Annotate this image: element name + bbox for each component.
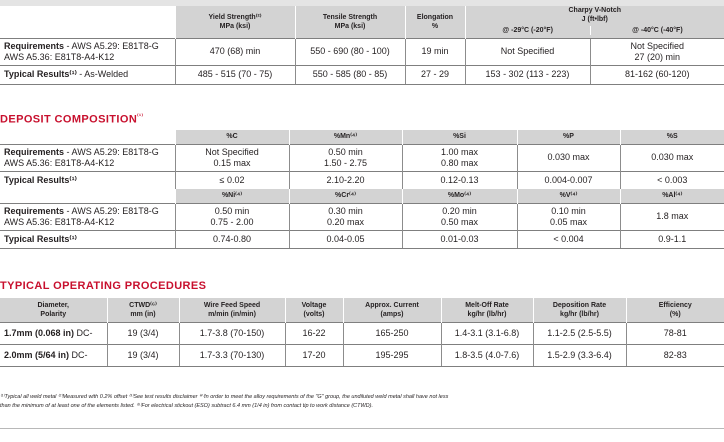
req-si-value: 1.00 max 0.80 max — [402, 144, 517, 171]
operating-procedures-title: TYPICAL OPERATING PROCEDURES — [0, 280, 207, 292]
typ-mo-value: 0.01-0.03 — [402, 230, 517, 248]
melt-off-header: Melt-Off Rate kg/hr (lb/hr) — [441, 298, 533, 322]
typ-yield-value: 485 - 515 (70 - 75) — [175, 65, 295, 84]
req-v-value: 0.10 min 0.05 max — [517, 203, 620, 230]
req-charpy-29-value: Not Specified — [465, 38, 590, 65]
deposit-requirements-row-2 — [0, 203, 724, 230]
deposition-cell: 1.5-2.9 (3.3-6.4) — [533, 344, 626, 366]
deposit-header-row-2 — [0, 189, 724, 203]
ctwd-cell: 19 (3/4) — [107, 322, 179, 344]
req-mo-value: 0.20 min 0.50 max — [402, 203, 517, 230]
current-cell: 165-250 — [343, 322, 441, 344]
wire-feed-cell: 1.7-3.3 (70-130) — [179, 344, 285, 366]
typ-v-value: < 0.004 — [517, 230, 620, 248]
mechanical-header-row — [0, 6, 724, 38]
operating-row-1 — [0, 322, 724, 344]
deposit-typical-row-2 — [0, 230, 724, 248]
typ-charpy-29-value: 153 - 302 (113 - 223) — [465, 65, 590, 84]
req-mn-value: 0.50 min 1.50 - 2.75 — [289, 144, 402, 171]
mechanical-requirements-row — [0, 38, 724, 65]
diameter-cell: 2.0mm (5/64 in) DC- — [0, 344, 107, 366]
c-header: %C — [175, 130, 289, 144]
mechanical-properties-table — [0, 6, 724, 85]
cr-header: %Cr⁽⁴⁾ — [289, 189, 402, 203]
mo-header: %Mo⁽⁴⁾ — [402, 189, 517, 203]
efficiency-header: Efficiency (%) — [626, 298, 724, 322]
typ-cr-value: 0.04-0.05 — [289, 230, 402, 248]
diameter-cell: 1.7mm (0.068 in) DC- — [0, 322, 107, 344]
empty-header-cell — [0, 130, 175, 144]
typ-s-value: < 0.003 — [620, 171, 724, 189]
req-elongation-value: 19 min — [405, 38, 465, 65]
requirements-label: Requirements - AWS A5.29: E81T8-G AWS A5.36: E81T8-A4-K12 — [0, 144, 175, 171]
charpy-minus40-header: @ -40°C (-40°F) — [590, 26, 724, 35]
voltage-header: Voltage (volts) — [285, 298, 343, 322]
requirements-label: Requirements - AWS A5.29: E81T8-G AWS A5.36: E81T8-A4-K12 — [0, 203, 175, 230]
typical-results-label: Typical Results⁽¹⁾ — [0, 171, 175, 189]
deposit-requirements-row-1 — [0, 144, 724, 171]
melt-off-cell: 1.8-3.5 (4.0-7.6) — [441, 344, 533, 366]
req-al-value: 1.8 max — [620, 203, 724, 230]
deposit-composition-table — [0, 130, 724, 249]
voltage-cell: 17-20 — [285, 344, 343, 366]
typical-results-label: Typical Results⁽¹⁾ - As-Welded — [0, 65, 175, 84]
ni-header: %Ni⁽⁴⁾ — [175, 189, 289, 203]
typ-si-value: 0.12-0.13 — [402, 171, 517, 189]
typ-tensile-value: 550 - 585 (80 - 85) — [295, 65, 405, 84]
current-header: Approx. Current (amps) — [343, 298, 441, 322]
s-header: %S — [620, 130, 724, 144]
diameter-header: Diameter, Polarity — [0, 298, 107, 322]
req-c-value: Not Specified 0.15 max — [175, 144, 289, 171]
footnotes — [0, 393, 724, 411]
ctwd-cell: 19 (3/4) — [107, 344, 179, 366]
al-header: %Al⁽⁴⁾ — [620, 189, 724, 203]
deposition-header: Deposition Rate kg/hr (lb/hr) — [533, 298, 626, 322]
efficiency-cell: 78-81 — [626, 322, 724, 344]
efficiency-cell: 82-83 — [626, 344, 724, 366]
req-cr-value: 0.30 min 0.20 max — [289, 203, 402, 230]
typ-ni-value: 0.74-0.80 — [175, 230, 289, 248]
elongation-header: Elongation % — [405, 6, 465, 38]
deposit-header-row-1 — [0, 130, 724, 144]
typ-c-value: ≤ 0.02 — [175, 171, 289, 189]
footnote-line-1: ⁽¹⁾Typical all weld metal ⁽²⁾Measured with 0.2% offset ⁽³⁾See test results disclaimer ⁽⁴⁾In order to meet the alloy requirements of the "G" group, the undiluted weld metal shall have not less — [0, 394, 449, 400]
deposit-typical-row-1 — [0, 171, 724, 189]
mechanical-typical-row — [0, 65, 724, 84]
tensile-strength-header: Tensile Strength MPa (ksi) — [295, 6, 405, 38]
current-cell: 195-295 — [343, 344, 441, 366]
footnote-line-2: than the minimum of at least one of the elements listed. ⁽⁶⁾For electrical stickout (ESO) subtract 6.4 mm (1/4 in) from contact tip to work distance (CTWD). — [0, 403, 374, 409]
req-charpy-40-value: Not Specified 27 (20) min — [590, 38, 724, 65]
ctwd-header: CTWD⁽⁶⁾ mm (in) — [107, 298, 179, 322]
bottom-divider — [0, 428, 724, 429]
typ-elongation-value: 27 - 29 — [405, 65, 465, 84]
wire-feed-cell: 1.7-3.8 (70-150) — [179, 322, 285, 344]
deposition-cell: 1.1-2.5 (2.5-5.5) — [533, 322, 626, 344]
req-s-value: 0.030 max — [620, 144, 724, 171]
req-ni-value: 0.50 min 0.75 - 2.00 — [175, 203, 289, 230]
typ-charpy-40-value: 81-162 (60-120) — [590, 65, 724, 84]
requirements-label: Requirements - AWS A5.29: E81T8-G AWS A5.36: E81T8-A4-K12 — [0, 38, 175, 65]
mn-header: %Mn⁽⁴⁾ — [289, 130, 402, 144]
charpy-minus29-header: @ -29°C (-20°F) — [502, 27, 553, 34]
typical-results-label: Typical Results⁽¹⁾ — [0, 230, 175, 248]
typ-p-value: 0.004-0.007 — [517, 171, 620, 189]
p-header: %P — [517, 130, 620, 144]
empty-header-cell — [0, 6, 175, 38]
yield-strength-header: Yield Strength⁽²⁾ MPa (ksi) — [175, 6, 295, 38]
req-p-value: 0.030 max — [517, 144, 620, 171]
req-yield-value: 470 (68) min — [175, 38, 295, 65]
si-header: %Si — [402, 130, 517, 144]
charpy-header: Charpy V-Notch J (ft•lbf) @ -29°C (-20°F) @ -40°C (-40°F) — [465, 6, 724, 38]
typ-al-value: 0.9-1.1 — [620, 230, 724, 248]
deposit-composition-title: DEPOSIT $COMPOSITION^{^{(1)}}$ — [0, 113, 144, 126]
wire-feed-header: Wire Feed Speed m/min (in/min) — [179, 298, 285, 322]
typ-mn-value: 2.10-2.20 — [289, 171, 402, 189]
req-tensile-value: 550 - 690 (80 - 100) — [295, 38, 405, 65]
melt-off-cell: 1.4-3.1 (3.1-6.8) — [441, 322, 533, 344]
v-header: %V⁽⁴⁾ — [517, 189, 620, 203]
operating-procedures-table — [0, 298, 724, 367]
voltage-cell: 16-22 — [285, 322, 343, 344]
operating-row-2 — [0, 344, 724, 366]
empty-header-cell — [0, 189, 175, 203]
operating-header-row — [0, 298, 724, 322]
